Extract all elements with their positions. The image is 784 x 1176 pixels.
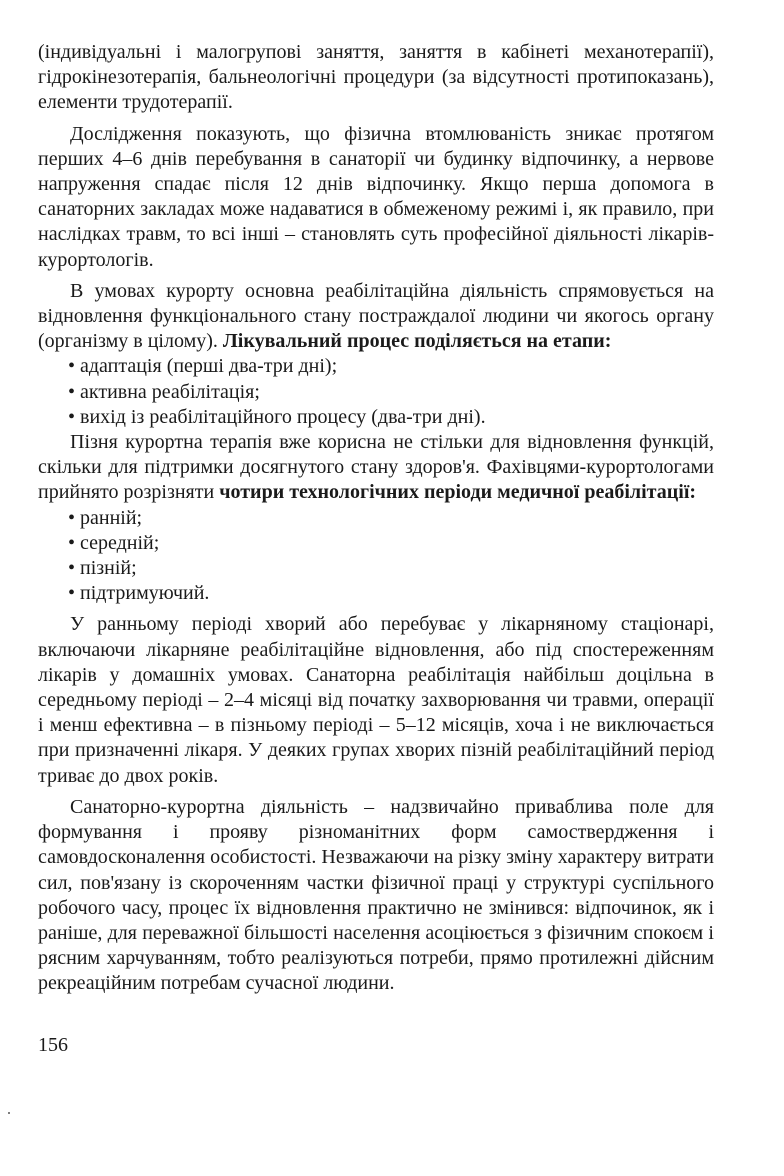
- list-item-period-1: • ранній;: [68, 506, 714, 531]
- paragraph-3: [38, 279, 714, 355]
- paragraph-3-bold: Лікувальний процес поділяється на етапи:: [222, 330, 612, 353]
- paragraph-4-bold: чотири технологічних періоди медичної реабілітації:: [219, 481, 697, 504]
- paragraph-4-text: Пізня курортна терапія вже корисна не стільки для відновлення функцій, скільки для підтримки досягнутого стану здоров'я. Фахівцями-курортологами прийнято розрізняти: [38, 431, 714, 504]
- list-item-period-4: • підтримуючий.: [68, 581, 714, 606]
- paragraph-6: Санаторно-курортна діяльність – надзвичайно приваблива поле для формування і прояву різноманітних форм самоствердження і самовдосконалення особистості. Незважаючи на різку зміну характеру витрати сил, пов'язану із скороченням частки фізичної праці у структурі суспільного робочого часу, процес їх відновлення практично не змінився: відпочинок, як і раніше, для переважної більшості населення асоціюється з фізичним спокоєм і рясним харчуванням, тобто реалізуються потреби, прямо протилежні дійсним рекреаційним потребам сучасної людини.: [38, 795, 714, 995]
- list-item-period-3: • пізній;: [68, 556, 714, 581]
- list-item-stage-3: • вихід із реабілітаційного процесу (два-три дні).: [68, 405, 714, 430]
- paragraph-5: У ранньому періоді хворий або перебуває у лікарняному стаціонарі, включаючи лікарняне реабілітаційне відновлення, або під спостереженням лікарів у домашніх умовах. Санаторна реабілітація найбільш доцільна в середньому періоді – 2–4 місяці від початку захворювання чи травми, операції і менш ефективна – в пізньому періоді – 5–12 місяців, хоча і не виключається при призначенні лікаря. У деяких групах хворих пізній реабілітаційний період триває до двох років.: [38, 613, 714, 787]
- paragraph-2: Дослідження показують, що фізична втомлюваність зникає протягом перших 4–6 днів перебування в санаторії чи будинку відпочинку, а нервове напруження спадає після 12 днів відпочинку. Якщо перша допомога в санаторних закладах може надаватися в обмеженому режимі і, як правило, при наслідках травм, то всі інші – становлять суть професійної діяльності лікарів-курортологів.: [38, 122, 714, 271]
- page-number: 156: [38, 1034, 68, 1056]
- list-item-period-2: • середній;: [68, 531, 714, 556]
- scan-speck: [8, 1112, 10, 1114]
- stages-list: [38, 354, 714, 430]
- list-item-stage-1: • адаптація (перші два-три дні);: [68, 354, 714, 379]
- list-item-stage-2: • активна реабілітація;: [68, 380, 714, 405]
- periods-list: [38, 506, 714, 607]
- paragraph-4: [38, 430, 714, 506]
- paragraph-1: (індивідуальні і малогрупові заняття, заняття в кабінеті механотерапії), гідрокінезотерапія, бальнеологічні процедури (за відсутності протипоказань), елементи трудотерапії.: [38, 41, 714, 114]
- page-body: [38, 40, 714, 997]
- paragraph-3-text: В умовах курорту основна реабілітаційна діяльність спрямовується на відновлення функціонального стану постраждалої людини чи якогось органу (організму в цілому).: [38, 279, 714, 353]
